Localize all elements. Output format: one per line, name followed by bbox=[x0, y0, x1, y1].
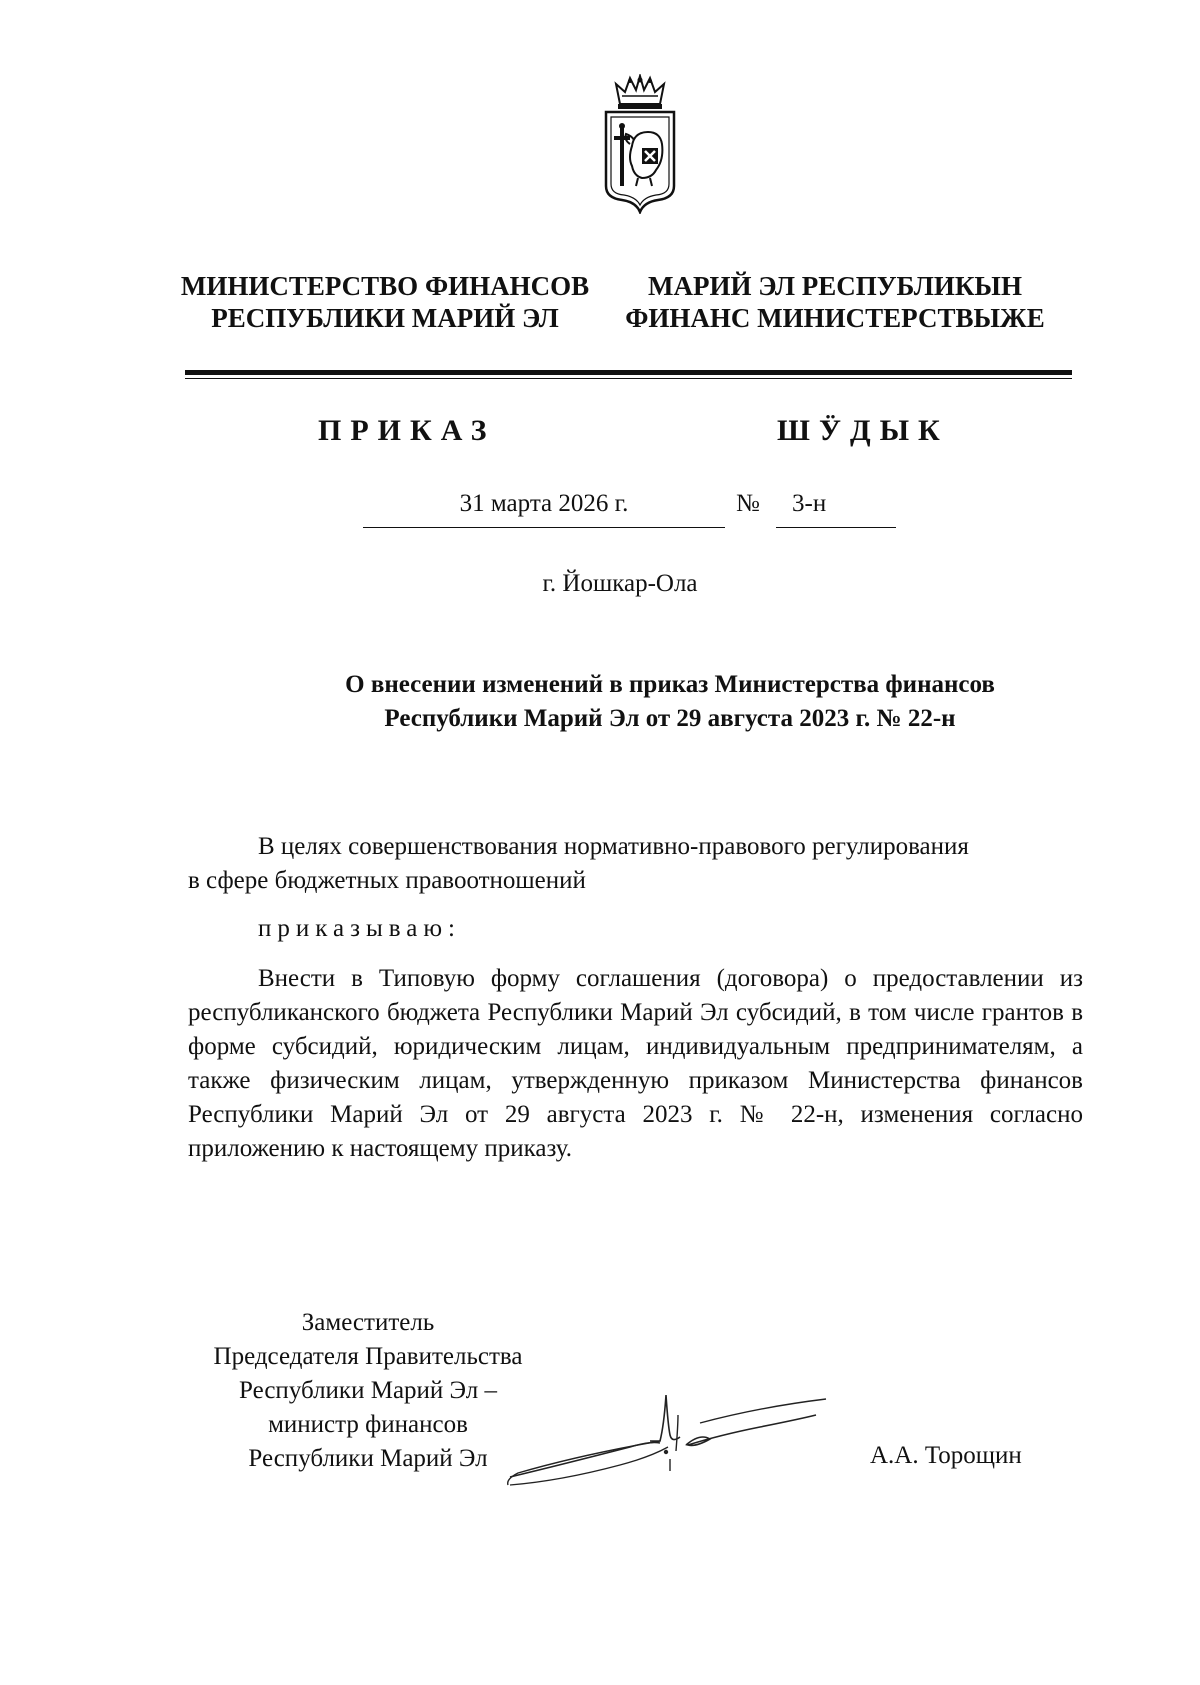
preamble-line1: В целях совершенствования нормативно-правового регулирования bbox=[258, 833, 969, 860]
ministry-name-russian bbox=[170, 270, 600, 334]
main-text: Внести в Типовую форму соглашения (договора) о предоставлении из республиканского бюджета Республики Марий Эл субсидий, в том числе грантов в форме субсидий, юридическим лицам, индивидуальным предпринимателям, а также физическим лицам, утвержденную приказом Министерства финансов Республики Марий Эл от 29 августа 2023 г. № 22-н, изменения согласно приложению к настоящему приказу. bbox=[188, 965, 1083, 1162]
ministry-name-russian-line2: РЕСПУБЛИКИ МАРИЙ ЭЛ bbox=[211, 303, 559, 333]
ministry-name-mari-line1: МАРИЙ ЭЛ РЕСПУБЛИКЫН bbox=[648, 271, 1022, 301]
document-title bbox=[240, 668, 1100, 736]
coat-of-arms-icon bbox=[598, 74, 682, 214]
number-underline bbox=[776, 527, 896, 528]
ministry-name-mari bbox=[615, 270, 1055, 334]
preamble bbox=[188, 830, 1083, 898]
order-number-label: № bbox=[736, 490, 760, 517]
signer-position-line4: министр финансов bbox=[268, 1411, 468, 1438]
order-number: 3-н bbox=[792, 490, 827, 517]
header-divider-thick bbox=[185, 370, 1072, 375]
handwritten-signature bbox=[500, 1385, 870, 1495]
document-title-line1: О внесении изменений в приказ Министерства финансов bbox=[345, 671, 995, 698]
ministry-name-mari-line2: ФИНАНС МИНИСТЕРСТВЫЖЕ bbox=[625, 303, 1045, 333]
header-divider-thin bbox=[185, 378, 1072, 379]
document-title-line2: Республики Марий Эл от 29 августа 2023 г. № 22-н bbox=[384, 705, 956, 732]
signer-name: А.А. Торощин bbox=[870, 1442, 1022, 1469]
order-date: 31 марта 2026 г. bbox=[459, 490, 629, 517]
doc-type-russian: ПРИКАЗ bbox=[318, 414, 496, 447]
city: г. Йошкар-Ола bbox=[542, 570, 698, 597]
preamble-line2: в сфере бюджетных правоотношений bbox=[188, 867, 586, 894]
date-underline bbox=[363, 527, 725, 528]
doc-type-mari: ШӰДЫК bbox=[777, 414, 949, 447]
order-word: приказываю: bbox=[258, 915, 461, 942]
signer-position-line3: Республики Марий Эл – bbox=[239, 1377, 497, 1404]
signer-position-line5: Республики Марий Эл bbox=[248, 1445, 488, 1472]
signer-position-line1: Заместитель bbox=[301, 1309, 435, 1336]
ministry-name-russian-line1: МИНИСТЕРСТВО ФИНАНСОВ bbox=[180, 271, 590, 301]
signer-position-line2: Председателя Правительства bbox=[213, 1343, 523, 1370]
